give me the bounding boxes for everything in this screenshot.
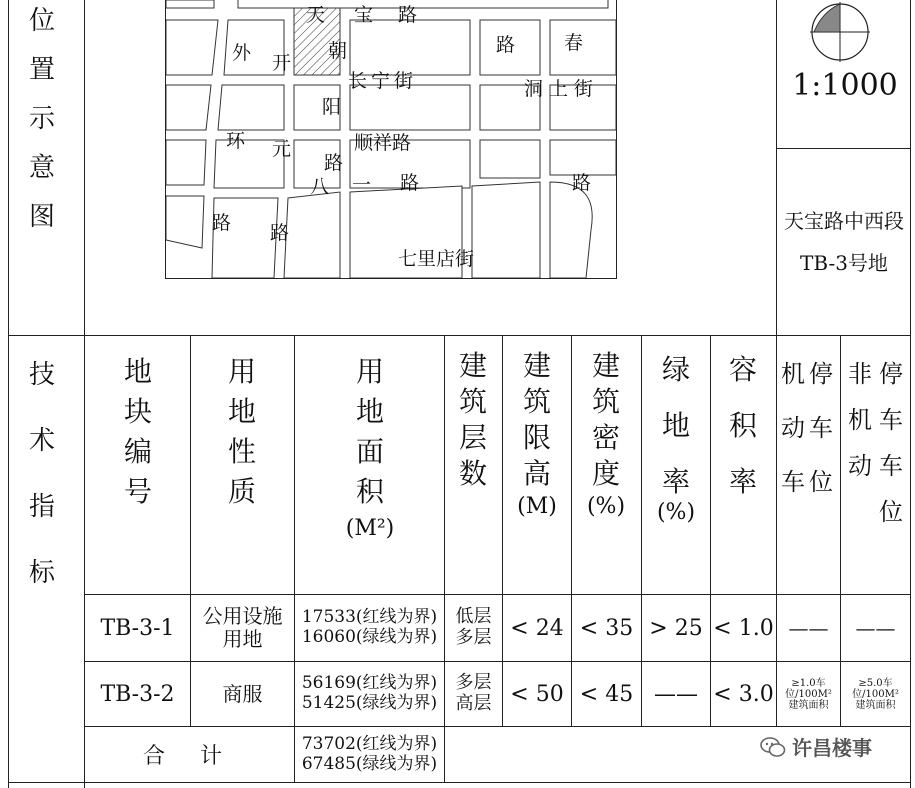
row2-green: —— bbox=[654, 681, 698, 707]
watermark-text: 许昌楼事 bbox=[792, 736, 872, 760]
north-arrow-icon bbox=[800, 2, 880, 64]
row1-height: < 24 bbox=[510, 615, 564, 641]
row1-floors: 低层 多层 bbox=[455, 606, 492, 648]
map-label-yang: 阳 bbox=[322, 96, 342, 118]
row2-nonmotor: ≥5.0车 位/100M² 建筑面积 bbox=[852, 677, 899, 711]
site-name-line1: 天宝路中西段 bbox=[784, 209, 904, 233]
map-label-yi: 一 bbox=[352, 174, 372, 196]
site-name-line2: TB-3号地 bbox=[800, 251, 888, 275]
location-title-char: 意 bbox=[28, 153, 55, 183]
watermark bbox=[760, 732, 872, 761]
map-label-wai: 外 bbox=[232, 42, 252, 64]
map-label-changning: 长宁街 bbox=[348, 70, 418, 92]
header-density: 建 筑 密 度 (%) bbox=[586, 349, 626, 519]
location-title-char: 置 bbox=[28, 55, 55, 85]
row1-nonmotor: —— bbox=[855, 616, 896, 640]
map-label-lu-left1: 路 bbox=[212, 212, 232, 234]
map-label-tianbao-1: 天 bbox=[306, 4, 326, 26]
map-label-shunxiang: 顺祥路 bbox=[354, 132, 412, 154]
row1-area: 17533(红线为界) 16060(绿线为界) bbox=[301, 607, 438, 647]
map-right-divider bbox=[776, 0, 777, 335]
frame-right-line bbox=[910, 0, 911, 788]
map-label-ba: 八 bbox=[310, 176, 330, 198]
frame-bottom-line bbox=[8, 782, 911, 783]
location-map bbox=[165, 0, 617, 279]
wechat-icon bbox=[760, 736, 786, 758]
scale-label: 1:1000 bbox=[792, 68, 898, 103]
map-label-lu-left2: 路 bbox=[270, 222, 290, 244]
header-land-use: 用 地 性 质 bbox=[227, 355, 256, 508]
map-label-lu-right: 路 bbox=[572, 172, 592, 194]
row2-floors: 多层 高层 bbox=[455, 672, 492, 714]
header-motor-a: 机 动 车 bbox=[781, 360, 805, 496]
map-label-huan: 环 bbox=[226, 130, 246, 152]
map-label-qili: 七里店街 bbox=[398, 248, 475, 270]
map-label-lu-top: 路 bbox=[496, 34, 516, 56]
map-label-chun: 春 bbox=[564, 32, 584, 54]
header-motor-b: 停 车 位 bbox=[809, 360, 833, 496]
map-label-dongshang: 洞上街 bbox=[524, 78, 600, 100]
map-label-lu-ba: 路 bbox=[400, 172, 420, 194]
header-nonmotor-b: 停 车 车 位 bbox=[879, 360, 903, 526]
tech-title-char: 标 bbox=[28, 558, 55, 588]
header-floors: 建 筑 层 数 bbox=[458, 349, 487, 490]
row2-density: < 45 bbox=[579, 681, 634, 707]
row2-use: 商服 bbox=[222, 681, 263, 706]
map-label-kai: 开 bbox=[272, 52, 292, 74]
map-label-tianbao-3: 路 bbox=[398, 4, 418, 26]
location-title bbox=[22, 8, 62, 230]
total-label: 合 计 bbox=[143, 744, 236, 769]
header-nonmotor-a: 非 机 动 bbox=[848, 360, 872, 480]
scale-divider bbox=[776, 148, 911, 149]
row2-plot: TB-3-2 bbox=[100, 681, 175, 707]
map-label-chao: 朝 bbox=[328, 40, 348, 62]
tech-title bbox=[22, 362, 62, 586]
map-label-lu-mid: 路 bbox=[324, 152, 344, 174]
row1-green: > 25 bbox=[649, 615, 703, 641]
tech-title-char: 技 bbox=[28, 360, 55, 390]
location-title-char: 图 bbox=[28, 202, 55, 232]
row2-far: < 3.0 bbox=[713, 681, 774, 707]
row1-far: < 1.0 bbox=[713, 615, 774, 641]
row2-area: 56169(红线为界) 51425(绿线为界) bbox=[301, 673, 438, 713]
header-plot-no: 地 块 编 号 bbox=[123, 355, 152, 508]
row1-use: 公用设施 用地 bbox=[202, 604, 283, 651]
map-label-yuan: 元 bbox=[272, 138, 292, 160]
row2-motor: ≥1.0车 位/100M² 建筑面积 bbox=[785, 677, 832, 711]
header-green: 绿 地 率 (%) bbox=[656, 353, 696, 525]
row1-motor: —— bbox=[788, 616, 829, 640]
header-height: 建 筑 限 高 (M) bbox=[517, 349, 557, 519]
location-title-char: 示 bbox=[28, 104, 55, 134]
row1-density: < 35 bbox=[579, 615, 634, 641]
row2-height: < 50 bbox=[510, 681, 564, 707]
header-area: 用 地 面 积 (M²) bbox=[345, 355, 395, 541]
header-far: 容 积 率 bbox=[728, 353, 757, 498]
tech-title-char: 指 bbox=[28, 492, 55, 522]
frame-left-line bbox=[8, 0, 9, 788]
site-name bbox=[780, 200, 908, 284]
map-label-tianbao-2: 宝 bbox=[354, 4, 374, 26]
total-area: 73702(红线为界) 67485(绿线为界) bbox=[301, 733, 438, 774]
location-title-char: 位 bbox=[28, 6, 55, 36]
tech-title-char: 术 bbox=[28, 426, 55, 456]
row1-plot: TB-3-1 bbox=[100, 615, 175, 641]
